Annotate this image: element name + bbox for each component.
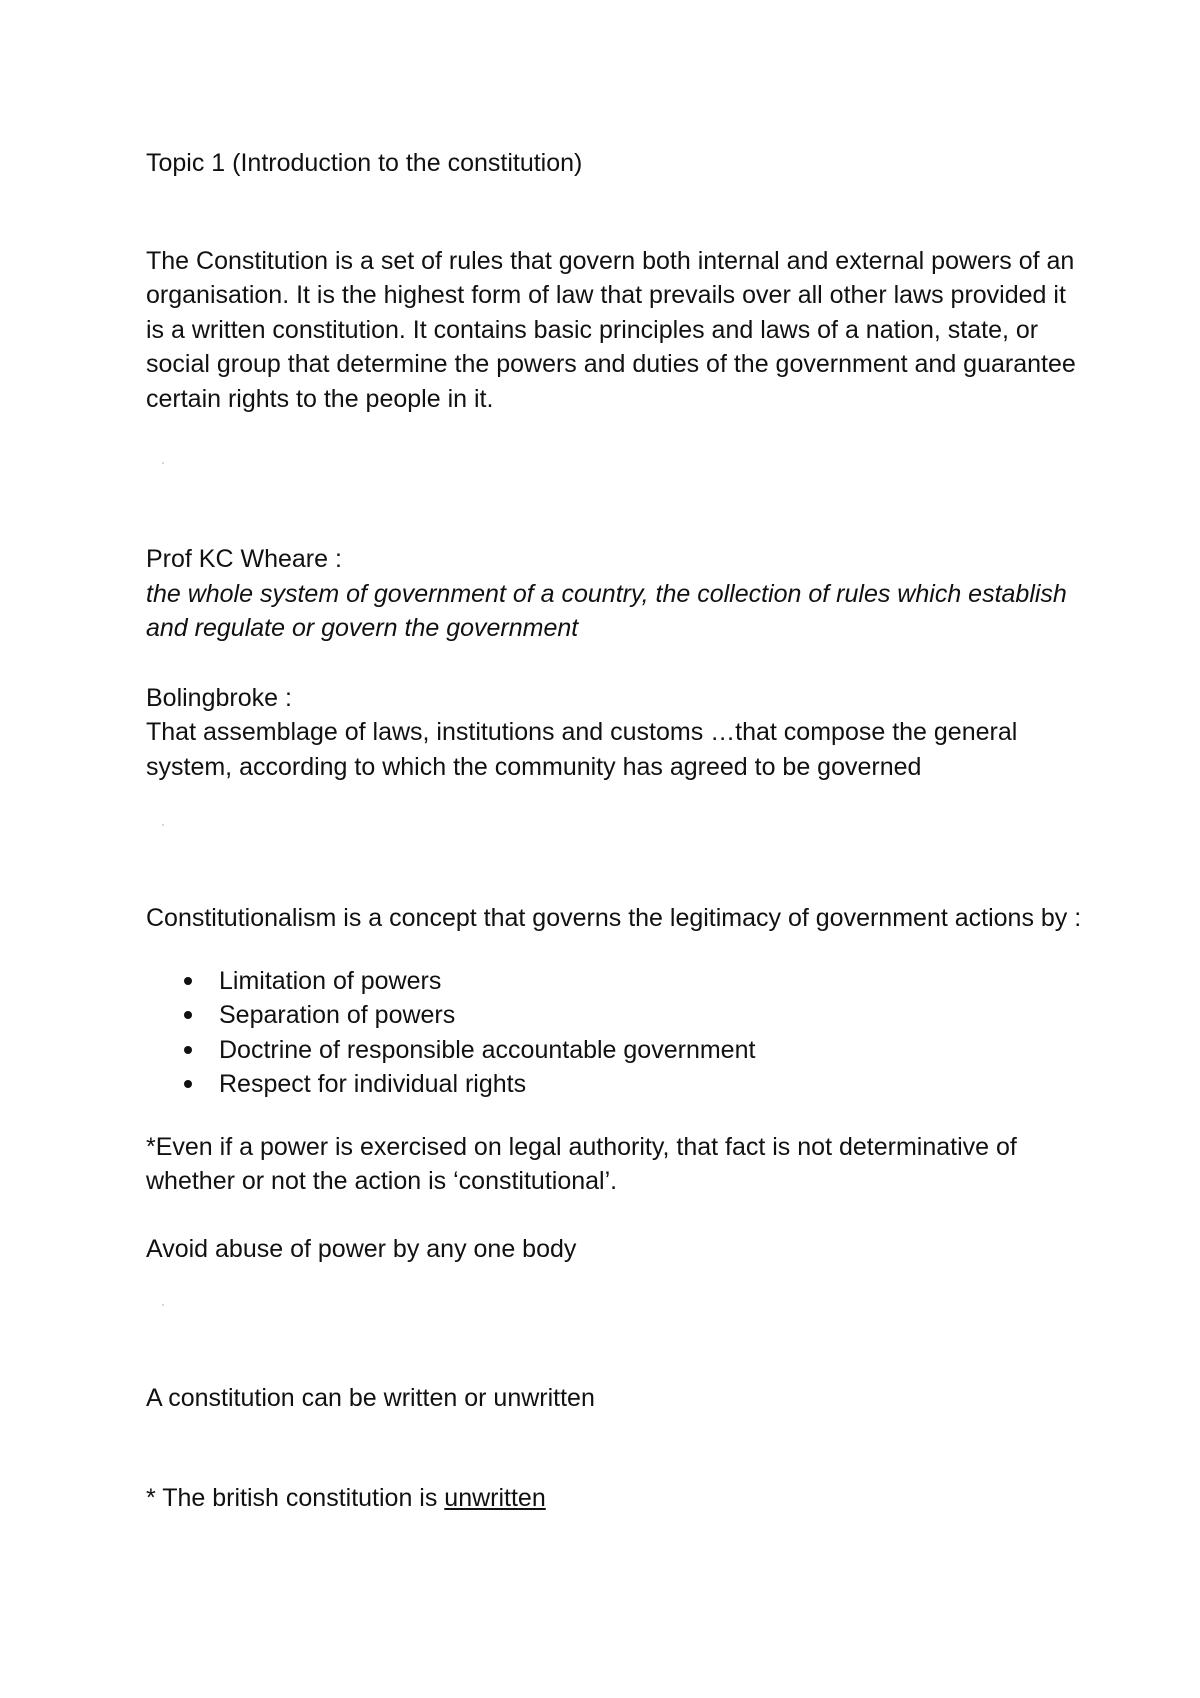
unwritten-emphasis: unwritten [444, 1483, 546, 1512]
list-item-text: Limitation of powers [219, 966, 442, 995]
faint-mark [162, 462, 164, 464]
british-prefix: * The british constitution is [146, 1483, 445, 1512]
constitutionalism-lead: Constitutionalism is a concept that governs the legitimacy of government actions by : [146, 904, 1082, 932]
definition-speaker: Bolingbroke : [146, 683, 292, 712]
bullet-icon [184, 1046, 192, 1054]
intro-paragraph: The Constitution is a set of rules that govern both internal and external powers of an organisation. It is the highest form of law that prevails over all other laws provided it is a written constitution. It contains basic principles and laws of a nation, state, or social group that determine the powers and duties of the government and guarantee certain rights to the people in it. [146, 246, 1076, 413]
written-or-unwritten-line: A constitution can be written or unwritten [146, 1384, 595, 1412]
bullet-icon [184, 1011, 192, 1019]
definition-quote: the whole system of government of a country, the collection of rules which establish and regulate or govern the government [146, 579, 1067, 642]
bullet-icon [184, 977, 192, 985]
list-item [146, 1067, 1086, 1102]
document-content [146, 146, 1086, 1515]
list-item [146, 1033, 1086, 1068]
faint-mark [162, 1304, 164, 1306]
constitutionalism-note: *Even if a power is exercised on legal authority, that fact is not determinative of whether or not the action is ‘constitutional’. [146, 1132, 1017, 1195]
british-constitution-line [146, 1481, 1086, 1516]
list-item-text: Doctrine of responsible accountable government [219, 1035, 756, 1064]
bullet-icon [184, 1080, 192, 1088]
definition-quote: That assemblage of laws, institutions and customs …that compose the general system, according to which the community has agreed to be governed [146, 718, 1018, 781]
list-item-text: Respect for individual rights [219, 1070, 527, 1098]
definition-speaker: Prof KC Wheare : [146, 545, 342, 573]
list-item [146, 964, 1086, 999]
list-item-text: Separation of powers [219, 1001, 456, 1029]
constitutionalism-list [146, 964, 1086, 1102]
list-item [146, 998, 1086, 1033]
faint-mark [162, 824, 164, 826]
avoid-abuse-line: Avoid abuse of power by any one body [146, 1234, 577, 1263]
document-title: Topic 1 (Introduction to the constitution) [146, 149, 583, 177]
